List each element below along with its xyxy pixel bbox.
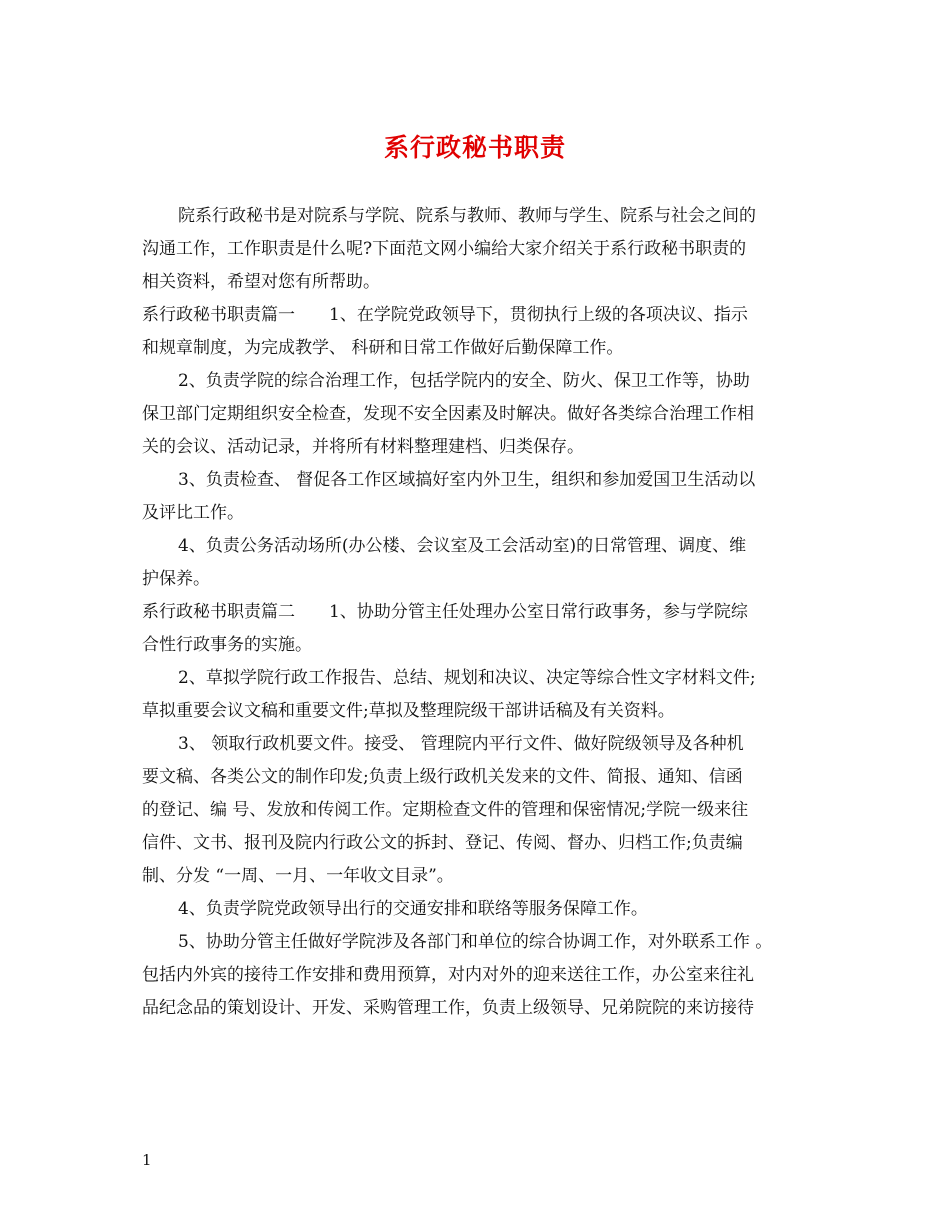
body-line: 关的会议、活动记录，并将所有材料整理建档、归类保存。 bbox=[142, 437, 584, 457]
body-line: 护保养。 bbox=[142, 569, 210, 589]
body-line: 保卫部门定期组织安全检查，发现不安全因素及时解决。做好各类综合治理工作相 bbox=[142, 404, 754, 424]
body-line: 草拟重要会议文稿和重要文件;草拟及整理院级干部讲话稿及有关资料。 bbox=[142, 701, 675, 721]
body-line: 信件、文书、报刊及院内行政公文的拆封、登记、传阅、督办、归档工作;负责编 bbox=[142, 833, 743, 853]
body-line: 包括内外宾的接待工作安排和费用预算，对内对外的迎来送往工作，办公室来往礼 bbox=[142, 965, 754, 985]
body-line: 相关资料，希望对您有所帮助。 bbox=[142, 272, 380, 292]
document-title: 系行政秘书职责 bbox=[383, 133, 566, 162]
body-line: 品纪念品的策划设计、开发、采购管理工作，负责上级领导、兄弟院院的来访接待 bbox=[142, 998, 754, 1018]
body-line: 的登记、编 号、发放和传阅工作。定期检查文件的管理和保密情况;学院一级来往 bbox=[142, 800, 749, 820]
body-line: 4、负责公务活动场所(办公楼、会议室及工会活动室)的日常管理、调度、维 bbox=[178, 536, 747, 556]
section-heading-line: 系行政秘书职责篇二 1、协助分管主任处理办公室日常行政事务，参与学院综 bbox=[142, 602, 748, 622]
body-line: 4、负责学院党政领导出行的交通安排和联络等服务保障工作。 bbox=[178, 899, 648, 919]
body-line: 院系行政秘书是对院系与学院、院系与教师、教师与学生、院系与社会之间的 bbox=[178, 206, 756, 226]
body-line: 及评比工作。 bbox=[142, 503, 244, 523]
body-line: 合性行政事务的实施。 bbox=[142, 635, 312, 655]
body-line: 5、协助分管主任做好学院涉及各部门和单位的综合协调工作，对外联系工作 。 bbox=[178, 932, 773, 952]
body-line: 2、负责学院的综合治理工作，包括学院内的安全、防火、保卫工作等，协助 bbox=[178, 371, 750, 391]
body-line: 要文稿、各类公文的制作印发;负责上级行政机关发来的文件、简报、通知、信函 bbox=[142, 767, 743, 787]
document-body bbox=[142, 200, 814, 1025]
body-line: 3、 领取行政机要文件。接受、 管理院内平行文件、做好院级领导及各种机 bbox=[178, 734, 744, 754]
body-line: 制、分发 “一周、一月、一年收文目录”。 bbox=[142, 866, 454, 886]
section-heading-line: 系行政秘书职责篇一 1、在学院党政领导下，贯彻执行上级的各项决议、指示 bbox=[142, 305, 748, 325]
body-line: 3、负责检查、 督促各工作区域搞好室内外卫生，组织和参加爱国卫生活动以 bbox=[178, 470, 756, 490]
body-line: 沟通工作，工作职责是什么呢?下面范文网小编给大家介绍关于系行政秘书职责的 bbox=[142, 239, 747, 259]
body-line: 2、草拟学院行政工作报告、总结、规划和决议、决定等综合性文字材料文件; bbox=[178, 668, 756, 688]
body-line: 和规章制度，为完成教学、 科研和日常工作做好后勤保障工作。 bbox=[142, 338, 624, 358]
page-number: 1 bbox=[142, 1151, 152, 1169]
